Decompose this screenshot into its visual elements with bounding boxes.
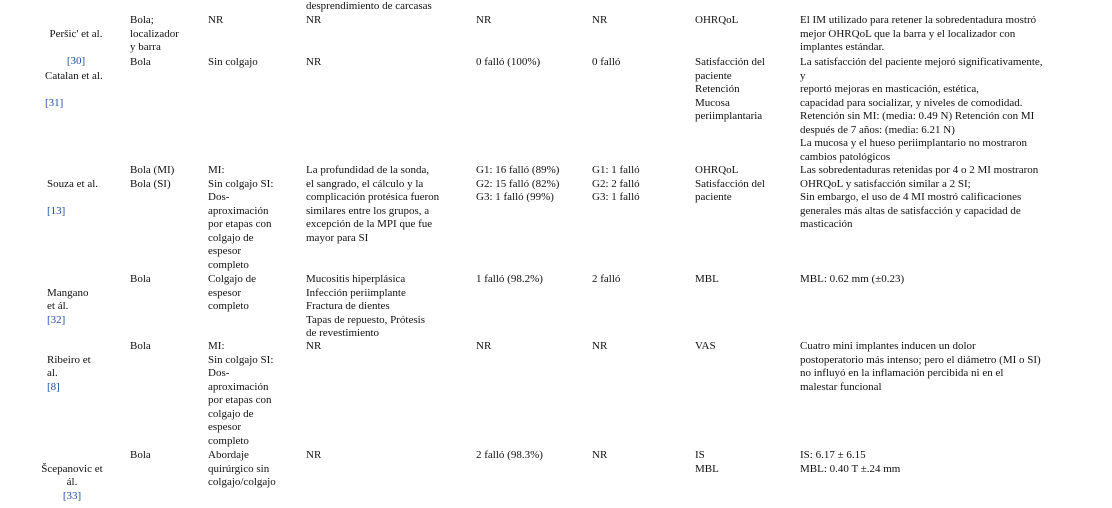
complications-cell: NR — [306, 56, 322, 68]
surgery-cell: Colgajo de espesor completo — [208, 273, 256, 312]
complications-cell: La profundidad de la sonda, el sangrado, el cálculo y la complicación protésica fueron similares entre los grupos, a excepción de la MPI que fue mayor para SI — [306, 164, 440, 244]
author-cell — [47, 340, 91, 394]
result-cell: El IM utilizado para retener la sobredentadura mostró mejor OHRQoL que la barra y el localizador con implantes estándar. — [800, 14, 1037, 53]
attachment-cell: Bola (MI) Bola (SI) — [130, 164, 175, 190]
failures-cell: NR — [592, 14, 608, 26]
surgery-cell: Abordaje quirúrgico sin colgajo/colgajo — [208, 449, 276, 488]
failures-cell: 0 falló — [592, 56, 621, 68]
complications-fragment: desprendimiento de carcasas — [306, 0, 432, 12]
result-cell: Las sobredentaduras retenidas por 4 o 2 MI mostraron OHRQoL y satisfacción similar a 2 SI; Sin embargo, el uso de 4 MI mostró calificaciones generales más altas de satisfacción y capacidad de masticación — [800, 164, 1039, 230]
author-name: Catalan et al. — [45, 69, 103, 82]
complications-cell: NR — [306, 449, 322, 461]
failures-cell: NR — [592, 449, 608, 461]
reference-link[interactable]: [31] — [45, 96, 64, 109]
surgery-cell: MI: Sin colgajo SI: Dos- aproximación por etapas con colgajo de espesor completo — [208, 164, 274, 271]
attachment-cell: Bola — [130, 449, 151, 461]
survival-rate-cell: NR — [476, 14, 492, 26]
survival-rate-cell: G1: 16 falló (89%) G2: 15 falló (82%) G3: 1 falló (99%) — [476, 164, 560, 203]
outcome-cell: OHRQoL — [695, 14, 739, 26]
result-cell: La satisfacción del paciente mejoró significativamente, y reportó mejoras en masticación, estética, capacidad para socializar, y niveles de comodidad. Retención sin MI: (media: 0.49 N) Retención con MI después de 7 años: (media: 6.21 N) La mucosa y el hueso periimplantario no mostraron cambios patológicos — [800, 56, 1043, 163]
author-cell — [47, 164, 98, 218]
survival-rate-cell: NR — [476, 340, 492, 352]
failures-cell: NR — [592, 340, 608, 352]
reference-link[interactable]: [33] — [62, 489, 82, 502]
reference-link[interactable]: [30] — [66, 54, 86, 67]
outcome-cell: MBL — [695, 273, 719, 285]
survival-rate-cell: 1 falló (98.2%) — [476, 273, 543, 285]
author-cell — [34, 449, 110, 503]
reference-link[interactable]: [32] — [47, 313, 66, 326]
reference-link[interactable]: [8] — [47, 380, 60, 393]
survival-rate-cell: 2 falló (98.3%) — [476, 449, 543, 461]
attachment-cell: Bola — [130, 273, 151, 285]
author-name: Souza et al. — [47, 177, 99, 190]
complications-cell: Mucositis hiperplásica Infección periimplante Fractura de dientes Tapas de repuesto, Prótesis de revestimiento — [306, 273, 425, 339]
outcome-cell: IS MBL — [695, 449, 719, 475]
attachment-cell: Bola — [130, 56, 151, 68]
result-cell: MBL: 0.62 mm (±0.23) — [800, 273, 905, 285]
result-cell: Cuatro mini implantes inducen un dolor postoperatorio más intenso; pero el diámetro (MI o SI) no influyó en la inflamación percibida ni en el malestar funcional — [800, 340, 1041, 393]
attachment-cell: Bola; localizador y barra — [130, 14, 179, 53]
author-name: Šcepanovic et ál. — [41, 462, 103, 488]
author-name: Peršic' et al. — [49, 27, 103, 40]
reference-link[interactable]: [13] — [47, 204, 66, 217]
author-cell — [45, 56, 103, 110]
result-cell: IS: 6.17 ± 6.15 MBL: 0.40 T ±.24 mm — [800, 449, 901, 475]
surgery-cell: Sin colgajo — [208, 56, 258, 68]
outcome-cell: VAS — [695, 340, 716, 352]
author-name: Ribeiro et al. — [47, 353, 91, 379]
survival-rate-cell: 0 falló (100%) — [476, 56, 541, 68]
complications-cell: NR — [306, 340, 322, 352]
surgery-cell: NR — [208, 14, 224, 26]
author-name: Mangano et ál. — [47, 286, 89, 312]
outcome-cell: OHRQoL Satisfacción del paciente — [695, 164, 765, 203]
outcome-cell: Satisfacción del paciente Retención Mucosa periimplantaria — [695, 56, 765, 122]
failures-cell: 2 falló — [592, 273, 621, 285]
author-cell — [47, 273, 89, 327]
attachment-cell: Bola — [130, 340, 151, 352]
surgery-cell: MI: Sin colgajo SI: Dos- aproximación por etapas con colgajo de espesor completo — [208, 340, 274, 447]
complications-cell: NR — [306, 14, 322, 26]
failures-cell: G1: 1 falló G2: 2 falló G3: 1 falló — [592, 164, 640, 203]
